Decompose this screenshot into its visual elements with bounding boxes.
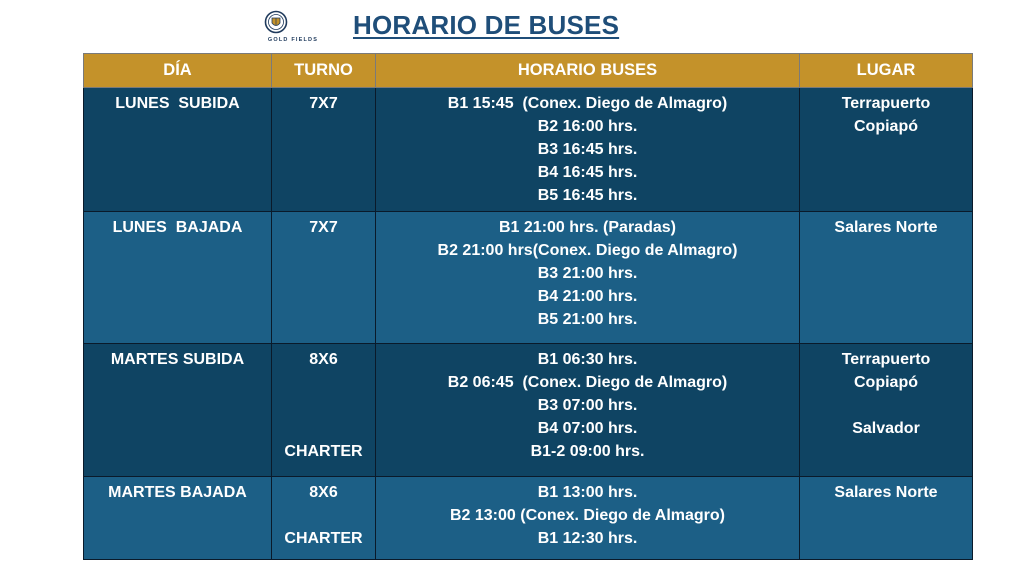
dia-text: LUNES BAJADA [112, 219, 243, 236]
horario-line: B2 21:00 hrs(Conex. Diego de Almagro) [437, 242, 738, 259]
horario-line: B4 21:00 hrs. [537, 288, 638, 305]
horario-line: B1 13:00 hrs. [537, 484, 638, 501]
dia-text: MARTES SUBIDA [110, 351, 245, 368]
table-row [84, 344, 973, 477]
horario-line: B1-2 09:00 hrs. [530, 443, 645, 460]
column-header-horario: HORARIO BUSES [376, 54, 800, 88]
table-row [84, 212, 973, 344]
dia-text: LUNES SUBIDA [115, 95, 240, 112]
column-header-dia: DÍA [84, 54, 272, 88]
column-header-lugar: LUGAR [800, 54, 973, 88]
dia-text: MARTES BAJADA [108, 484, 247, 501]
horario-line: B4 16:45 hrs. [537, 164, 638, 181]
cell-turno [272, 88, 376, 212]
lugar-line: Salvador [852, 420, 920, 437]
horario-line: B3 21:00 hrs. [537, 265, 638, 282]
cell-horario [376, 477, 800, 560]
lugar-line: Copiapó [854, 374, 918, 391]
lugar-line: Copiapó [854, 118, 918, 135]
lugar-line: Terrapuerto [841, 95, 931, 112]
horario-line: B1 06:30 hrs. [537, 351, 638, 368]
cell-turno [272, 344, 376, 477]
gold-fields-emblem-icon [262, 10, 324, 37]
horario-line: B4 07:00 hrs. [537, 420, 638, 437]
turno-text: CHARTER [284, 443, 363, 460]
cell-dia [84, 477, 272, 560]
lugar-line: Terrapuerto [841, 351, 931, 368]
horario-line: B1 21:00 hrs. (Paradas) [499, 219, 676, 236]
horario-line: B3 07:00 hrs. [537, 397, 638, 414]
cell-turno [272, 212, 376, 344]
cell-dia [84, 344, 272, 477]
gold-fields-logo [262, 10, 324, 46]
lugar-line: Salares Norte [834, 219, 938, 236]
bus-schedule-table [83, 53, 973, 560]
table-row [84, 88, 973, 212]
turno-text: 8X6 [309, 351, 338, 368]
cell-lugar [800, 88, 973, 212]
horario-line: B1 12:30 hrs. [537, 530, 638, 547]
turno-text: 7X7 [309, 219, 338, 236]
table-row [84, 477, 973, 560]
horario-line: B5 21:00 hrs. [537, 311, 638, 328]
turno-text: CHARTER [284, 530, 363, 547]
turno-text: 8X6 [309, 484, 338, 501]
lugar-line: Salares Norte [834, 484, 938, 501]
horario-line: B2 16:00 hrs. [537, 118, 638, 135]
page-title: HORARIO DE BUSES [353, 10, 620, 40]
horario-line: B3 16:45 hrs. [537, 141, 638, 158]
cell-lugar [800, 212, 973, 344]
cell-lugar [800, 477, 973, 560]
table-header-row [84, 54, 973, 88]
cell-dia [84, 88, 272, 212]
column-header-turno: TURNO [272, 54, 376, 88]
cell-dia [84, 212, 272, 344]
cell-horario [376, 344, 800, 477]
cell-horario [376, 88, 800, 212]
turno-text: 7X7 [309, 95, 338, 112]
horario-line: B2 13:00 (Conex. Diego de Almagro) [449, 507, 726, 524]
cell-turno [272, 477, 376, 560]
horario-line: B5 16:45 hrs. [537, 187, 638, 204]
logo-text: GOLD FIELDS [267, 37, 319, 43]
cell-lugar [800, 344, 973, 477]
cell-horario [376, 212, 800, 344]
horario-line: B2 06:45 (Conex. Diego de Almagro) [447, 374, 728, 391]
horario-line: B1 15:45 (Conex. Diego de Almagro) [447, 95, 728, 112]
